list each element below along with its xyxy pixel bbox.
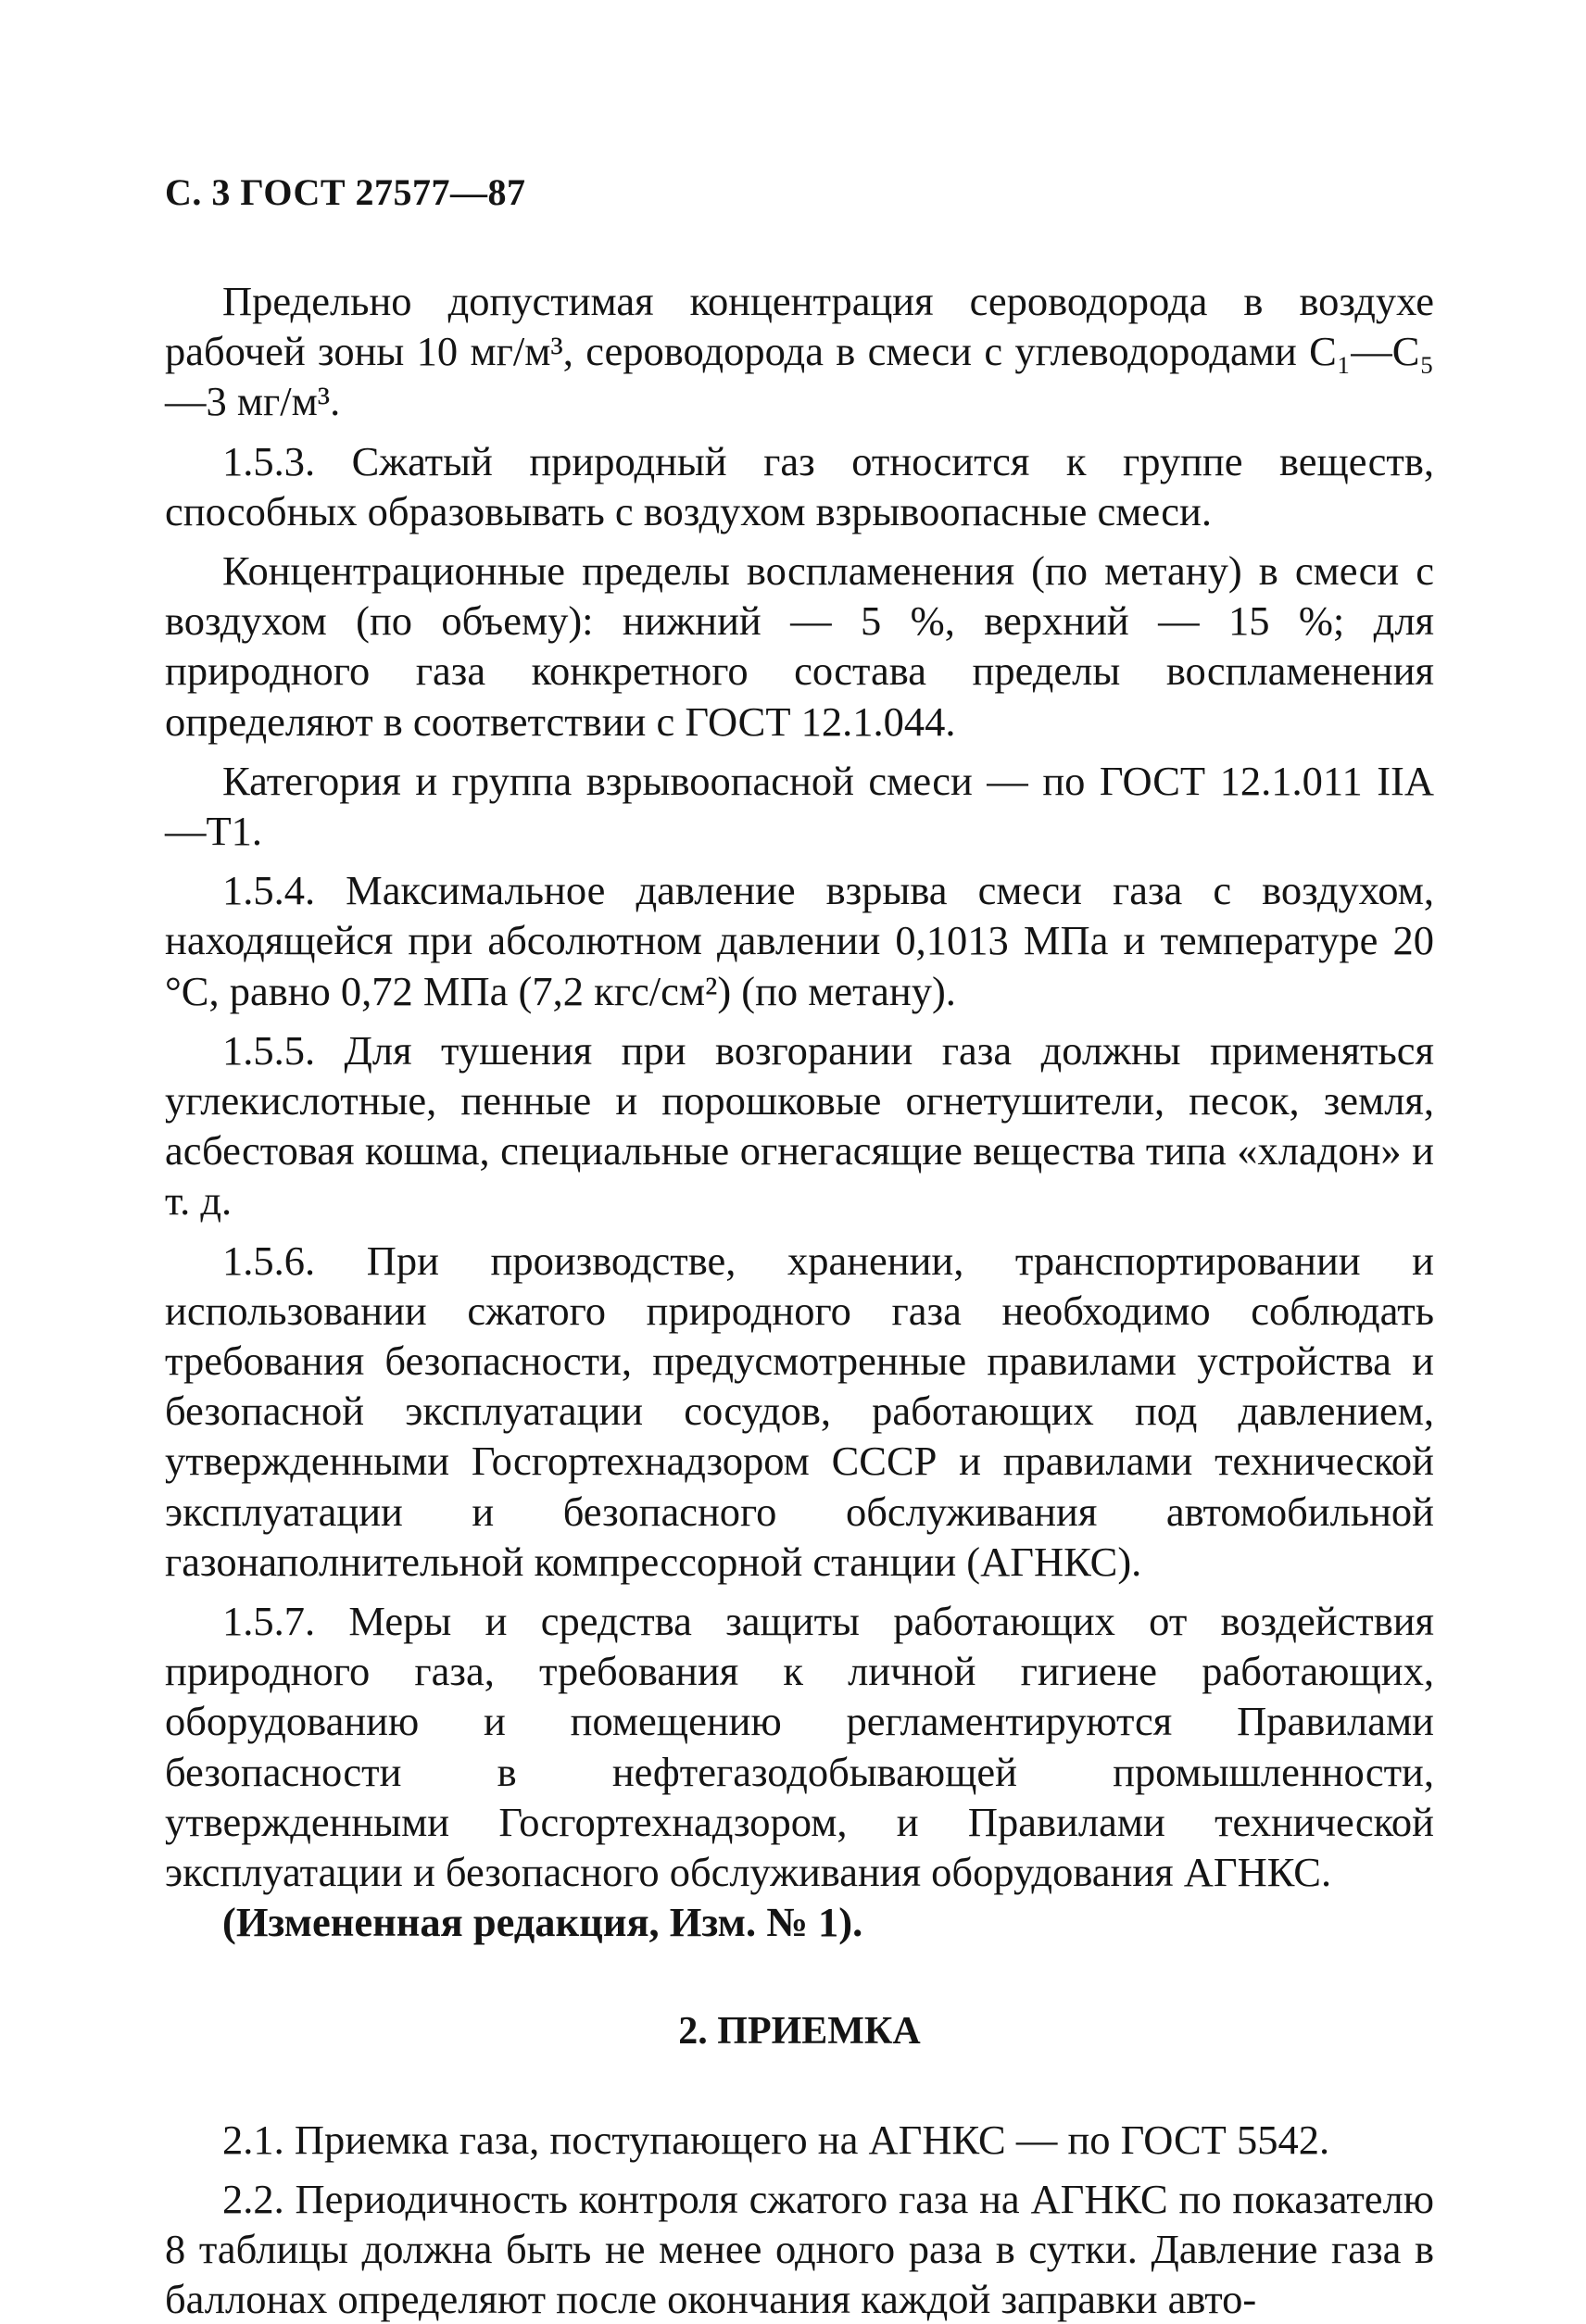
- paragraph-1-5-7: 1.5.7. Меры и средства защиты работающих от воздействия природного газа, требования к личной гигиене работающих, оборудованию и помещению регламентируются Правилами безопасности в нефтегазодобывающей промышленности, утвержденными Госгортехнадзором, и Правилами технической эксплуатации и безопасного обслуживания оборудования АГНКС.: [165, 1598, 1434, 1896]
- paragraph-1-5-5: 1.5.5. Для тушения при возгорании газа должны применяться углекислотные, пенные и порошковые огнетушители, песок, земля, асбестовая кошма, специальные огнегасящие вещества типа «хладон» и т. д.: [165, 1026, 1434, 1225]
- paragraph-h2s-limit: Предельно допустимая концентрация сероводорода в воздухе рабочей зоны 10 мг/м³, сероводорода в смеси с углеводородами C₁—C₅—3 мг/м³.: [165, 278, 1434, 425]
- paragraph-flammability-limits: Концентрационные пределы воспламенения (по метану) в смеси с воздухом (по объему): нижний — 5 %, верхний — 15 %; для природного газа конкретного состава пределы воспламенения определяют в соответствии с ГОСТ 12.1.044.: [165, 547, 1434, 745]
- paragraph-1-5-6: 1.5.6. При производстве, хранении, транспортировании и использовании сжатого природного газа необходимо соблюдать требования безопасности, предусмотренные правилами устройства и безопасной эксплуатации сосудов, работающих под давлением, утвержденными Госгортехнадзором СССР и правилами технической эксплуатации и безопасного обслуживания автомобильной газонаполнительной компрессорной станции (АГНКС).: [165, 1237, 1434, 1585]
- paragraph-explosive-category: Категория и группа взрывоопасной смеси — по ГОСТ 12.1.011 IIA—T1.: [165, 757, 1434, 855]
- paragraph-1-5-3: 1.5.3. Сжатый природный газ относится к группе веществ, способных образовывать с воздухом взрывоопасные смеси.: [165, 437, 1434, 534]
- paragraph-1-5-4: 1.5.4. Максимальное давление взрыва смеси газа с воздухом, находящейся при абсолютном давлении 0,1013 МПа и температуре 20 °C, равно 0,72 МПа (7,2 кгс/см²) (по метану).: [165, 867, 1434, 1014]
- amendment-note: (Измененная редакция, Изм. № 1).: [222, 1899, 863, 1946]
- page-header: С. 3 ГОСТ 27577—87: [165, 171, 526, 213]
- document-page: [165, 167, 1434, 2324]
- paragraph-2-1: 2.1. Приемка газа, поступающего на АГНКС — по ГОСТ 5542.: [222, 2116, 1330, 2163]
- paragraph-2-2: 2.2. Периодичность контроля сжатого газа на АГНКС по показателю 8 таблицы должна быть не менее одного раза в сутки. Давление газа в баллонах определяют после окончания каждой заправки авто-: [165, 2175, 1434, 2323]
- section-title-acceptance: 2. ПРИЕМКА: [678, 2009, 921, 2053]
